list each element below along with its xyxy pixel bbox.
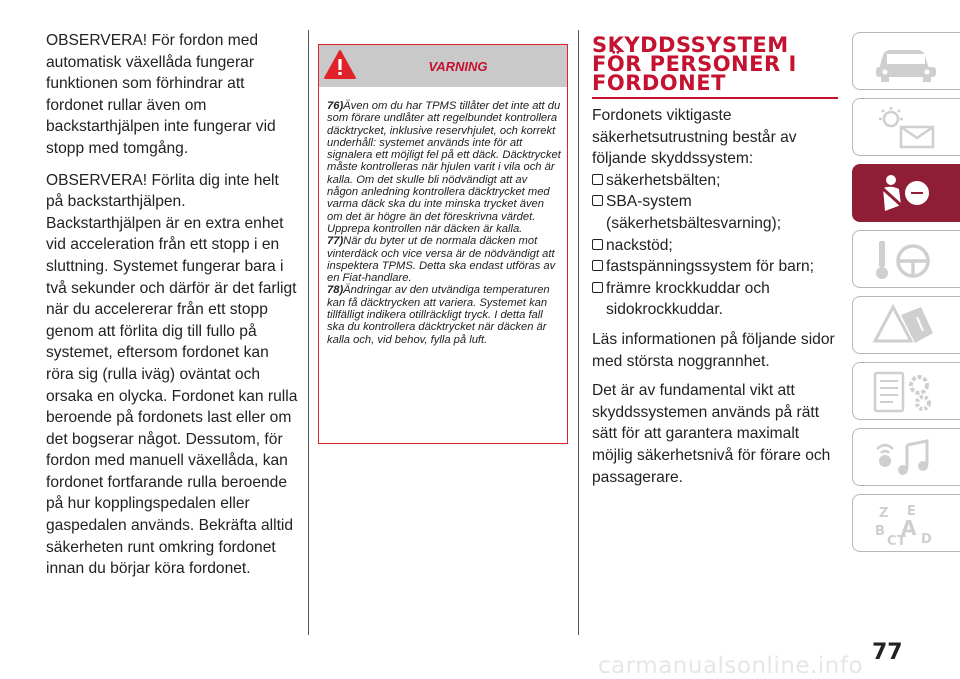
left-column	[46, 30, 298, 590]
chapter-tabs	[852, 32, 960, 560]
checkbox-bullet-icon	[592, 195, 603, 206]
warning-triangle-icon	[871, 303, 941, 349]
index-letter: Z	[879, 506, 889, 521]
paragraph-hill-start-note: OBSERVERA! Förlita dig inte helt på backstarthjälpen. Backstarthjälpen är en extra enhet vid acceleration från ett stopp i en sluttning. Systemet fungerar bara i två sekunder och därför är det farligt när du accelererar från ett stopp genom att förlita dig till fullo på systemet, eftersom fordonet kan röra sig (rulla iväg) oväntat och orsaka en olycka. Fordonet kan rulla beroende på fordonets last eller om det bogserar något. Dessutom, för fordon med manuell växellåda, kan fordonet fortfarande rulla beroende på hur kopplingspedalen eller gaspedalen används. Bekräfta alltid säkerheten runt omkring fordonet innan du börjar köra fordonet.	[46, 171, 298, 578]
heading-underline	[592, 97, 838, 99]
tab-airbag-seatbelt[interactable]	[852, 164, 960, 222]
warning-item	[327, 100, 561, 235]
section-body	[592, 105, 842, 488]
bullet-item	[592, 278, 842, 321]
index-letter: T	[897, 534, 906, 547]
bullet-text: nackstöd;	[606, 236, 673, 254]
index-letter: C	[887, 534, 897, 547]
airbag-seatbelt-icon	[871, 171, 941, 217]
warning-body	[319, 87, 567, 346]
checkbox-bullet-icon	[592, 282, 603, 293]
tab-index[interactable]	[852, 494, 960, 552]
tab-key-steering[interactable]	[852, 230, 960, 288]
bullet-item	[592, 256, 842, 278]
page-number: 77	[872, 640, 903, 665]
warning-item-text: När du byter ut de normala däcken mot vinterdäck och vice versa är de nödvändigt att inspektera TPMS. Detta ska endast utföras av en Fiat-handlare.	[327, 235, 556, 285]
index-letter: A	[901, 516, 917, 540]
section-heading	[592, 33, 842, 95]
warning-item-number: 77)	[327, 235, 344, 248]
watermark: carmanualsonline.info	[598, 653, 864, 679]
index-letter: D	[921, 532, 932, 547]
checkbox-bullet-icon	[592, 239, 603, 250]
warning-item-number: 76)	[327, 100, 344, 112]
right-column	[592, 33, 842, 496]
tab-multimedia[interactable]	[852, 428, 960, 486]
warning-item	[327, 284, 561, 345]
section-paragraph: Det är av fundamental vikt att skyddssystemen används på rätt sätt för att garantera maximalt möjlig säkerhetsnivå för förare och passagerare.	[592, 382, 831, 486]
index-letter: E	[907, 504, 916, 519]
bullet-text: främre krockkuddar och sidokrockkuddar.	[606, 279, 770, 319]
tab-dashboard-lights[interactable]	[852, 98, 960, 156]
warning-title: VARNING	[428, 59, 488, 74]
multimedia-icon	[871, 435, 941, 481]
checkbox-bullet-icon	[592, 174, 603, 185]
tab-car[interactable]	[852, 32, 960, 90]
section-intro: Fordonets viktigaste säkerhetsutrustning består av följande skyddssystem:	[592, 107, 797, 168]
car-icon	[871, 39, 941, 85]
bullet-text: SBA-system (säkerhetsbältesvarning);	[606, 193, 782, 232]
paragraph-automatic-note: OBSERVERA! För fordon med automatisk växellåda fungerar funktionen som förhindrar att fordonet rullar även om backstarthjälpen inte fungerar vid stopp med tomgång.	[46, 32, 276, 157]
bullet-item	[592, 191, 842, 234]
warning-item-text: Även om du har TPMS tillåter det inte att du som förare undlåter att regelbundet kontrollera däcktrycket, inklusive reservhjulet, och korrekt underhåll: systemet används inte för att signalera ett möjligt fel på ett däck. Däcktrycket måste kontrolleras när hjulen varit i vila och är kalla. Om det skulle bli nödvändigt att av någon anledning kontrollera däcktrycket med varma däck ska du inte minska trycket även om det är högre än det föreskrivna värdet. Upprepa kontrollen när däcken är kalla.	[327, 100, 561, 235]
warning-header	[319, 45, 567, 87]
column-divider	[578, 30, 579, 635]
checkbox-bullet-icon	[592, 260, 603, 271]
dashboard-lights-icon	[871, 105, 941, 151]
key-steering-wheel-icon	[871, 237, 941, 283]
heading-line: FÖR PERSONER I	[592, 52, 797, 76]
column-divider	[308, 30, 309, 635]
bullet-text: fastspänningssystem för barn;	[606, 258, 815, 276]
bullet-text: säkerhetsbälten;	[606, 171, 721, 189]
index-letters-icon	[871, 501, 941, 547]
heading-line: SKYDDSSYSTEM	[592, 33, 789, 57]
warning-item-text: Ändringar av den utvändiga temperaturen kan få däcktrycken att variera. Systemet kan tillfälligt indikera otillräckligt tryck. I detta fall ska du kontrollera däcktrycket när däcken är kalla och, vid behov, fylla på luft.	[327, 284, 550, 346]
tab-emergency[interactable]	[852, 296, 960, 354]
warning-item	[327, 235, 561, 284]
section-paragraph: Läs informationen på följande sidor med största noggrannhet.	[592, 330, 835, 370]
warning-box	[318, 44, 568, 444]
bullet-item	[592, 170, 842, 192]
index-letter: B	[875, 524, 885, 539]
bullet-item	[592, 235, 842, 257]
warning-item-number: 78)	[327, 284, 344, 297]
heading-line: FORDONET	[592, 71, 726, 95]
tab-maintenance[interactable]	[852, 362, 960, 420]
maintenance-gears-icon	[871, 369, 941, 415]
